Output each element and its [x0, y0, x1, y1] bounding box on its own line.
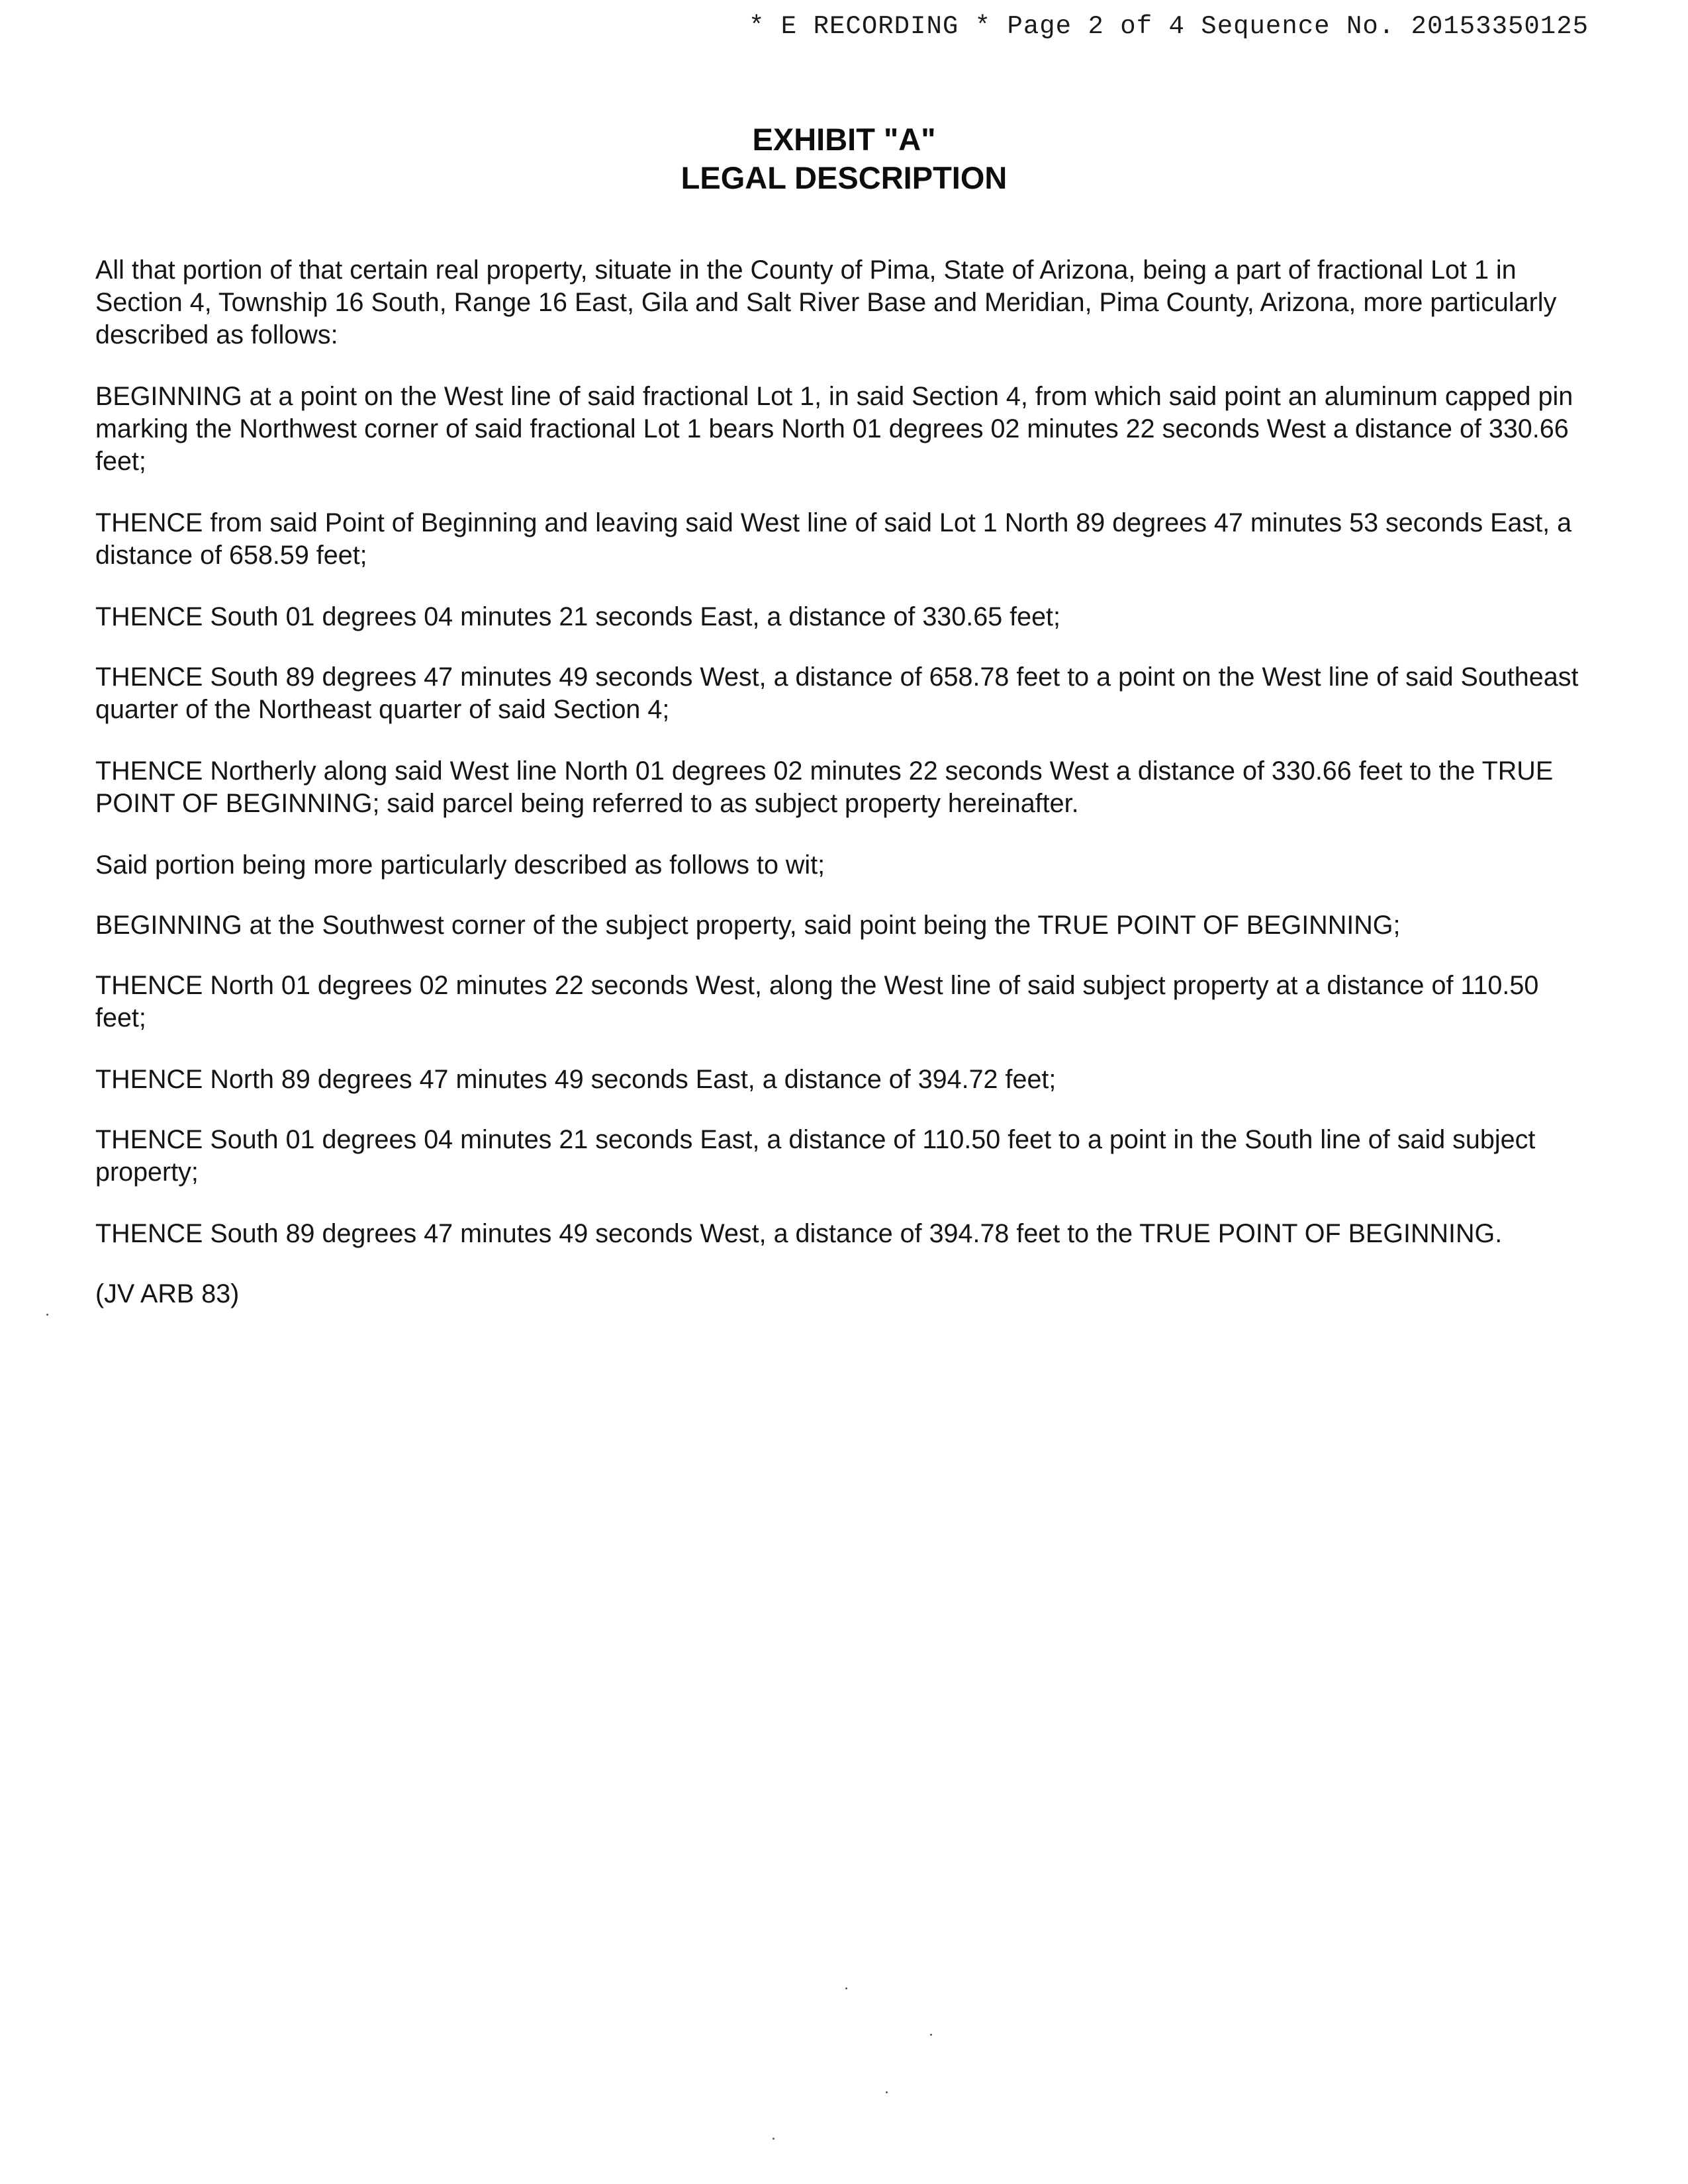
portion-course-paragraph-4: THENCE South 89 degrees 47 minutes 49 seconds West, a distance of 394.78 feet to the TRUE POINT OF BEGINNING. [95, 1219, 1503, 1248]
reference-note: (JV ARB 83) [95, 1279, 240, 1308]
scan-speck [930, 2034, 932, 2036]
course-paragraph-1: THENCE from said Point of Beginning and leaving said West line of said Lot 1 North 89 degrees 47 minutes 53 seconds East, a distance of 658.59 feet; [95, 508, 1572, 570]
course-paragraph-2: THENCE South 01 degrees 04 minutes 21 seconds East, a distance of 330.65 feet; [95, 602, 1060, 631]
beginning-paragraph: BEGINNING at a point on the West line of said fractional Lot 1, in said Section 4, from which said point an aluminum capped pin marking the Northwest corner of said fractional Lot 1 bears North 01 degrees 02 minutes 22 seconds West a distance of 330.66 feet; [95, 382, 1573, 476]
document-title [0, 120, 1688, 197]
recording-header: * E RECORDING * Page 2 of 4 Sequence No. 20153350125 [749, 12, 1589, 41]
portion-beginning-paragraph: BEGINNING at the Southwest corner of the subject property, said point being the TRUE POINT OF BEGINNING; [95, 911, 1401, 940]
legal-description-title: LEGAL DESCRIPTION [680, 160, 1008, 195]
portion-course-paragraph-3: THENCE South 01 degrees 04 minutes 21 seconds East, a distance of 110.50 feet to a point in the South line of said subject property; [95, 1125, 1536, 1187]
intro-paragraph: All that portion of that certain real property, situate in the County of Pima, State of Arizona, being a part of fractional Lot 1 in Section 4, Township 16 South, Range 16 East, Gila and Salt River Base and Meridian, Pima County, Arizona, more particularly described as follows: [95, 255, 1557, 349]
exhibit-title: EXHIBIT "A" [752, 122, 936, 157]
scan-speck [46, 1314, 48, 1316]
scan-speck [845, 1987, 847, 1989]
scan-speck [886, 2091, 888, 2093]
legal-description-body [95, 254, 1591, 1310]
portion-paragraph: Said portion being more particularly described as follows to wit; [95, 850, 825, 880]
scan-speck [773, 2138, 774, 2140]
course-paragraph-4: THENCE Northerly along said West line North 01 degrees 02 minutes 22 seconds West a distance of 330.66 feet to the TRUE POINT OF BEGINNING; said parcel being referred to as subject property hereinafter. [95, 756, 1554, 818]
portion-course-paragraph-2: THENCE North 89 degrees 47 minutes 49 seconds East, a distance of 394.72 feet; [95, 1065, 1056, 1094]
course-paragraph-3: THENCE South 89 degrees 47 minutes 49 seconds West, a distance of 658.78 feet to a point on the West line of said Southeast quarter of the Northeast quarter of said Section 4; [95, 662, 1579, 724]
portion-course-paragraph-1: THENCE North 01 degrees 02 minutes 22 seconds West, along the West line of said subject property at a distance of 110.50 feet; [95, 971, 1539, 1032]
